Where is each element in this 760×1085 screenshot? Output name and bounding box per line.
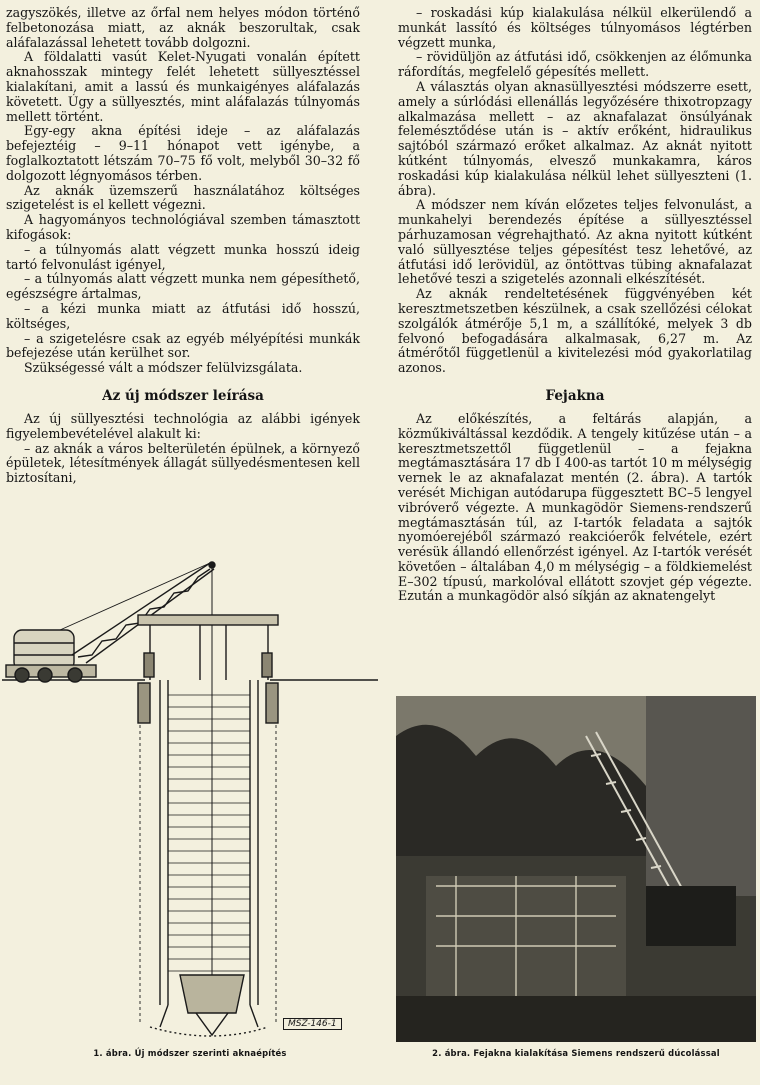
figure-1-caption: 1. ábra. Új módszer szerinti aknaépítés xyxy=(93,1048,287,1058)
section-heading: Az új módszer leírása xyxy=(102,387,264,404)
paragraph: A földalatti vasút Kelet-Nyugati vonalán épített aknahosszak mintegy felét lehetett süllyesztéssel kialakítani, amit a lassú és munkaigényes aláfalazás követett. Úgy a süllyesztés, mint aláfalazás túlnyomás mellett történt. xyxy=(6,49,360,124)
paragraph: Az új süllyesztési technológia az alábbi igények figyelembevételével alakult ki: xyxy=(6,410,360,441)
figure-1-stamp: MSZ-146-1 xyxy=(283,1018,342,1030)
figure-2-photo xyxy=(396,696,756,1042)
photo-scene xyxy=(396,696,756,1042)
paragraph: – a túlnyomás alatt végzett munka hosszú ideig tartó felvonulást igényel, xyxy=(6,241,360,272)
paragraph: – a kézi munka miatt az átfutási idő hosszú, költséges, xyxy=(6,300,360,331)
paragraph: zagyszökés, illetve az őrfal nem helyes módon történő felbetonozása miatt, az aknák beszorultak, csak aláfalazással lehetett tovább dolgozni. xyxy=(6,5,360,50)
paragraph: A hagyományos technológiával szemben támasztott kifogások: xyxy=(6,212,360,242)
left-column xyxy=(6,6,360,486)
paragraph: Az előkészítés, a feltárás alapján, a közműkiváltással kezdődik. A tengely kitűzése után – a keresztmetszettől függetlenül – a fejakna megtámasztására 17 db I 400-as tartót 10 m mélységig vernek le az aknafalazat mentén (2. ábra). A tartók verését Michigan autódaruра függesztett BC–5 lengyel vibróverő végezte. A munkagödör Siemens-rendszerű megtámasztásán túl, az I-tartók feladata a sajtók nyomóerejéből származó reakcióerők felvétele, ezért verésük állandó ellenőrzést igényel. Az I-tartók verését követően – általában 4,0 m mélységig – a földkiemelést E–302 típusú, markolóval ellátott szovjet gép végezte. Ezután a munkagödör alsó síkján az aknatengelyt xyxy=(398,410,752,604)
figure-1-drawing xyxy=(0,535,380,1040)
right-column xyxy=(398,6,752,604)
paragraph: – az aknák a város belterületén épülnek, a környező épületek, létesítmények állagát süllyedésmentesen kell biztosítani, xyxy=(6,440,360,486)
paragraph: Szükségessé vált a módszer felülvizsgálata. xyxy=(24,360,303,376)
paragraph: – rövidüljön az átfutási idő, csökkenjen az élőmunka ráfordítás, megfelelő gépesítés mellett. xyxy=(398,49,752,80)
paragraph: A módszer nem kíván előzetes teljes felvonulást, a munkahelyi berendezés építése a süllyesztéssel párhuzamosan végrehajtható. Az akna nyitott kútként való süllyesztése teljes gépesítést tesz lehetővé, az átfutási idő lerövidül, az öntöttvas tübing aknafalazat lehetővé teszi a szigetelés azonnali elkészítését. xyxy=(398,197,752,287)
paragraph: – a túlnyomás alatt végzett munka nem gépesíthető, egészségre ártalmas, xyxy=(6,271,360,302)
paragraph: – roskadási kúp kialakulása nélkül elkerülendő a munkát lassító és költséges túlnyomásos légtérben végzett munka, xyxy=(398,5,752,50)
paragraph: Egy-egy akna építési ideje – az aláfalazás befejeztéig – 9–11 hónapot vett igénybe, a foglalkoztatott létszám 70–75 fő volt, melyből 30–32 fő dolgozott légnyomásos térben. xyxy=(6,123,360,183)
paragraph: A választás olyan aknasüllyesztési módszerre esett, amely a súrlódási ellenállás legyőzésére thixotropzagy alkalmazása mellett – az aknafalazat önsúlyának felemésztődése után is – aktív erőként, hidraulikus sajtóból származó erőket alkalmaz. Az aknát nyitott kútként túlnyomás, elvesző munkakamra, káros roskadási kúp kialakulása nélkül lehet süllyeszteni (1. ábra). xyxy=(398,78,752,198)
figure-2-caption: 2. ábra. Fejakna kialakítása Siemens rendszerű dúcolással xyxy=(432,1048,720,1058)
section-heading: Fejakna xyxy=(545,387,605,404)
paragraph: – a szigetelésre csak az egyéb mélyépítési munkák befejezése után kerülhet sor. xyxy=(6,330,360,361)
paragraph: Az aknák rendeltetésének függvényében két keresztmetszetben készülnek, a csak szellőzési célokat szolgálók átmérője 5,1 m, a szállítóké, melyek 3 db felvonó befogadására alkalmasak, 6,27 m. Az átmérőtől függetlenül a kivitelezési mód gyakorlatilag azonos. xyxy=(398,286,752,376)
paragraph: Az aknák üzemszerű használatához költséges szigetelést is el kellett végezni. xyxy=(6,182,360,213)
